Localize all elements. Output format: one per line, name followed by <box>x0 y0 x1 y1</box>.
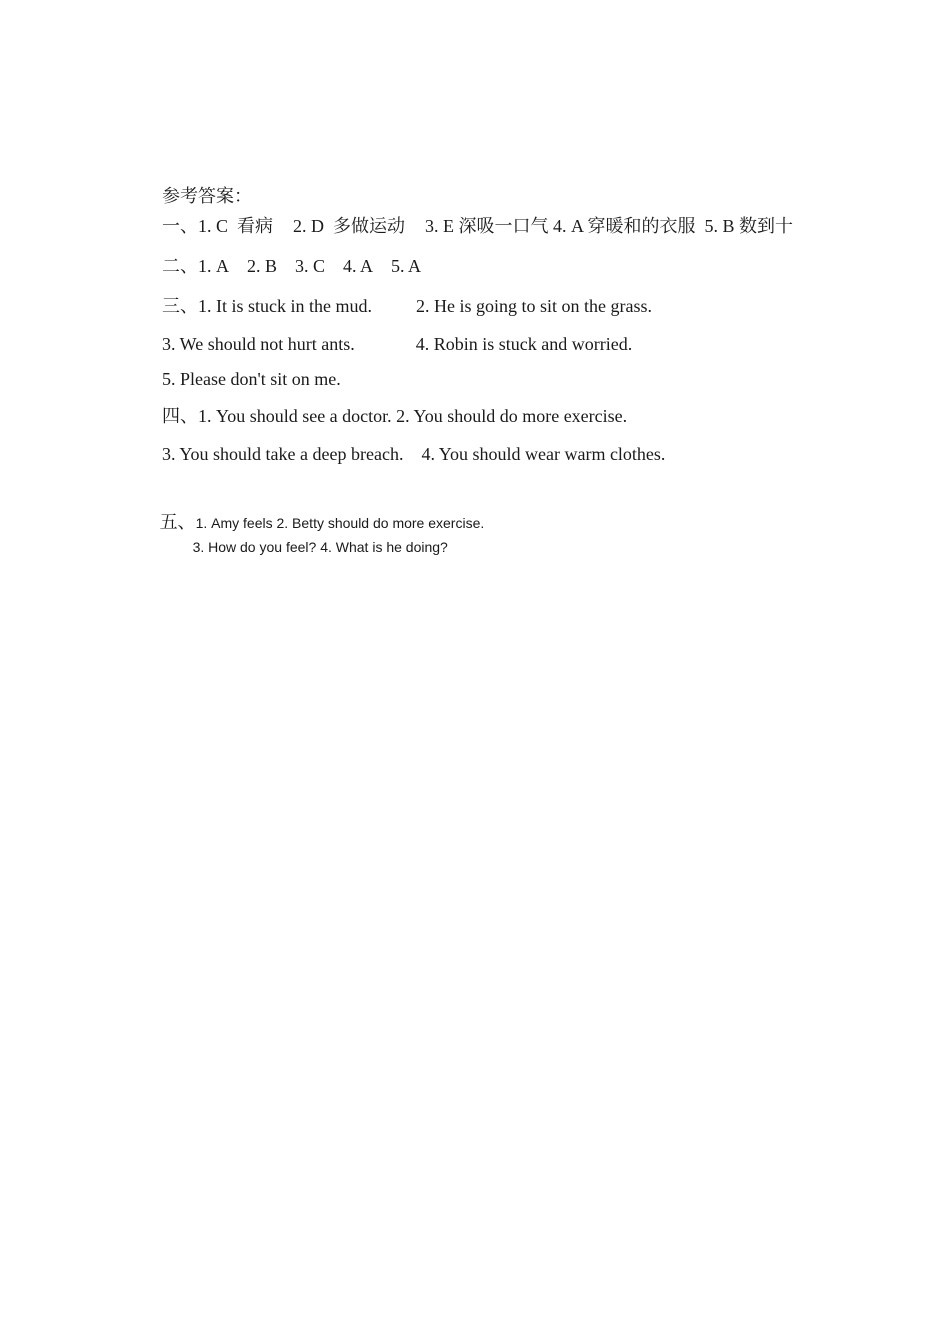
section-3-item-3: 3. We should not hurt ants. <box>162 334 355 354</box>
section-2-item-3: 3. C <box>295 256 326 276</box>
section-2-prefix: 二、 <box>162 256 198 277</box>
section-5-item-2: 2. Betty should do more exercise. <box>276 515 485 531</box>
section-1-prefix: 一、 <box>162 216 198 237</box>
section-3-item-1: 1. It is stuck in the mud. <box>198 296 372 316</box>
section-2-item-2: 2. B <box>247 256 278 276</box>
section-4-item-1: 1. You should see a doctor. <box>198 406 392 426</box>
section-5-item-4: 4. What is he doing? <box>320 539 448 555</box>
section-3-item-2: 2. He is going to sit on the grass. <box>416 296 652 316</box>
section-1-item-4: 4. A 穿暖和的衣服 <box>553 216 696 236</box>
section-4-prefix: 四、 <box>162 406 198 427</box>
section-4-item-4: 4. You should wear warm clothes. <box>421 444 666 464</box>
section-1-item-5: 5. B 数到十 <box>704 216 794 236</box>
section-5-line-2 <box>177 517 448 577</box>
section-3-prefix: 三、 <box>162 296 198 317</box>
section-1-item-2: 2. D 多做运动 <box>293 216 406 236</box>
section-3-item-5: 5. Please don't sit on me. <box>162 369 341 389</box>
section-2-item-5: 5. A <box>391 256 422 276</box>
section-3-item-4: 4. Robin is stuck and worried. <box>415 334 633 354</box>
section-1-item-3: 3. E 深吸一口气 <box>425 216 549 236</box>
section-5-item-3: 3. How do you feel? <box>192 539 317 555</box>
section-4-item-2: 2. You should do more exercise. <box>396 406 628 426</box>
section-1-item-1: 1. C 看病 <box>198 216 274 236</box>
section-4-line-2 <box>144 418 665 490</box>
section-2-item-4: 4. A <box>343 256 374 276</box>
heading-text: 参考答案： <box>162 186 252 206</box>
section-5-prefix: 五、 <box>159 512 196 533</box>
section-2-item-1: 1. A <box>198 256 229 276</box>
section-5-item-1: 1. Amy feels <box>195 515 273 531</box>
section-4-item-3: 3. You should take a deep breach. <box>162 444 404 464</box>
